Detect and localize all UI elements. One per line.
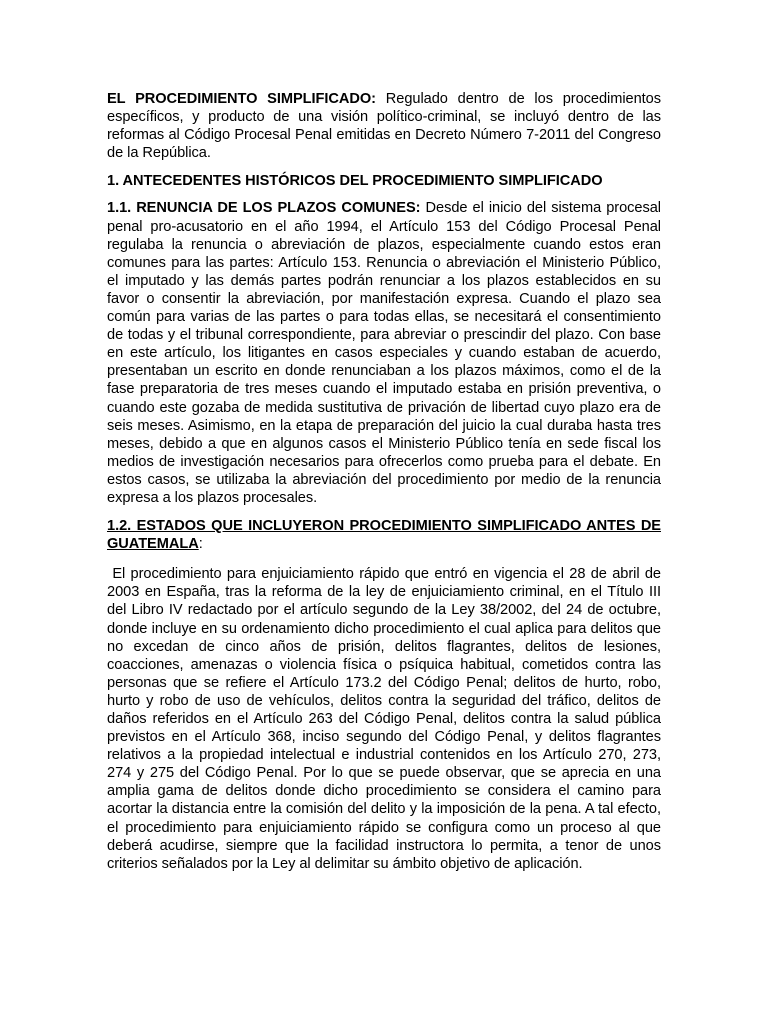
section-1-2-heading: 1.2. ESTADOS QUE INCLUYERON PROCEDIMIENTO SIMPLIFICADO ANTES DE GUATEMALA <box>107 518 661 553</box>
section-1-2-paragraph <box>107 565 661 873</box>
intro-paragraph <box>107 90 661 162</box>
section-1-1-heading: 1.1. RENUNCIA DE LOS PLAZOS COMUNES: <box>107 200 421 217</box>
intro-text: Regulado dentro de los procedimientos específicos, y producto de una visión político-criminal, se incluyó dentro de las reformas al Código Procesal Penal emitidas en Decreto Número 7-2011 del Congreso de la República. <box>107 91 661 162</box>
section-1-2-heading-line <box>107 517 661 553</box>
intro-heading: EL PROCEDIMIENTO SIMPLIFICADO: <box>107 91 376 107</box>
section-1-1-paragraph <box>107 199 661 507</box>
section-1-2-colon: : <box>198 536 203 553</box>
section-1-2-text: El procedimiento para enjuiciamiento rápido que entró en vigencia el 28 de abril de 2003 en España, tras la reforma de la ley de enjuiciamiento criminal, en el Título III del Libro IV redactado por el artículo segundo de la Ley 38/2002, del 24 de octubre, donde incluye en su ordenamiento dicho procedimiento el cual aplica para delitos que no excedan de cinco años de prisión, delitos flagrantes, delitos de lesiones, coacciones, amenazas o violencia física o psíquica habitual, cometidos contra las personas que se refiere el Artículo 173.2 del Código Penal; delitos de hurto, robo, hurto y robo de uso de vehículos, delitos contra la seguridad del tráfico, delitos de daños referidos en el Artículo 263 del Código Penal, delitos contra la salud pública previstos en el Artículo 368, inciso segundo del Código Penal, y delitos flagrantes relativos a la propiedad intelectual e industrial contenidos en los Artículo 270, 273, 274 y 275 del Código Penal. Por lo que se puede observar, que se aprecia en una amplia gama de delitos donde dicho procedimiento se considera el camino para acortar la distancia entre la comisión del delito y la imposición de la pena. A tal efecto, el procedimiento para enjuiciamiento rápido se configura como un proceso al que deberá acudirse, siempre que la facilidad instructora lo permita, a tenor de unos criterios señalados por la Ley al delimitar su ámbito objetivo de aplicación. <box>107 566 661 872</box>
section-1-heading: 1. ANTECEDENTES HISTÓRICOS DEL PROCEDIMIENTO SIMPLIFICADO <box>107 173 603 190</box>
section-1-1-text: Desde el inicio del sistema procesal penal pro-acusatorio en el año 1994, el Artículo 153 del Código Procesal Penal regulaba la renuncia o abreviación de plazos, especialmente cuando estos eran comunes para las partes: Artículo 153. Renuncia o abreviación el Ministerio Público, el imputado y las demás partes podrán renunciar a los plazos establecidos en su favor o consentir la abreviación, por manifestación expresa. Cuando el plazo sea común para varias de las partes o para todas ellas, se necesitará el consentimiento de todas y el tribunal correspondiente, para abreviar o prescindir del plazo. Con base en este artículo, los litigantes en casos especiales y cuando estaban de acuerdo, presentaban un escrito en donde renunciaban a los plazos máximos, como el de la fase preparatoria de tres meses cuando el imputado estaba en prisión preventiva, o cuando este gozaba de medida sustitutiva de privación de libertad cuyo plazo era de seis meses. Asimismo, en la etapa de preparación del juicio la cual duraba hasta tres meses, debido a que en algunos casos el Ministerio Público tenía en sede fiscal los medios de investigación necesarios para ofrecerlos como prueba para el debate. En estos casos, se utilizaba la abreviación del procedimiento por medio de la renuncia expresa a los plazos procesales. <box>107 200 661 506</box>
